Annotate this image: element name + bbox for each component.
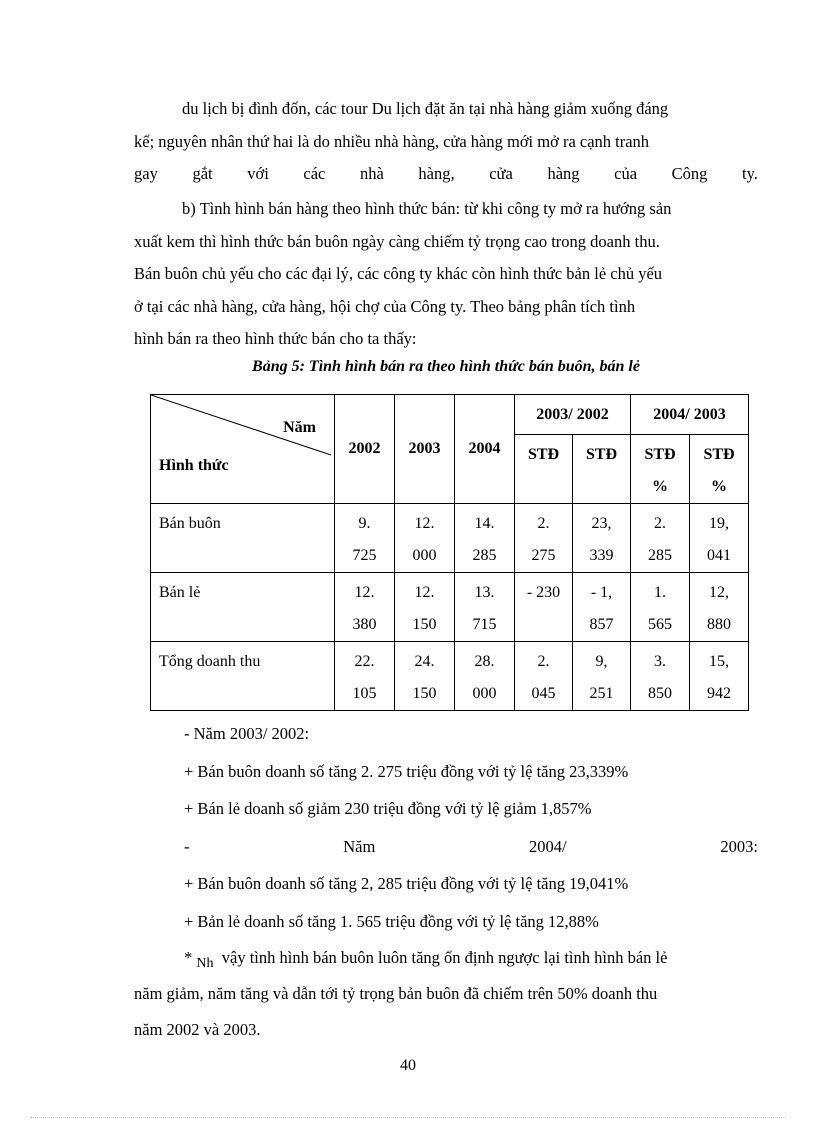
text-line: du lịch bị đình đốn, các tour Du lịch đặt ăn tại nhà hàng giảm xuống đáng xyxy=(182,99,669,118)
fragment-text: Nh xyxy=(196,956,214,971)
subheader-cell xyxy=(573,435,631,504)
corner-header-method: Hình thức xyxy=(159,457,229,474)
text-line: kể; nguyên nhân thứ hai là do nhiều nhà hàng, cửa hàng mới mở ra cạnh tranh xyxy=(134,131,650,151)
sales-table xyxy=(150,394,749,711)
analysis-line: + Bán buôn doanh số tăng 2. 275 triệu đồng với tỷ lệ tăng 23,339% xyxy=(184,761,629,781)
table-cell: 2. 285 xyxy=(631,504,690,573)
table-cell: 23, 339 xyxy=(573,504,631,573)
word: của xyxy=(614,164,638,183)
subheader-line: % xyxy=(652,478,668,495)
year-header-2004: 2004 xyxy=(455,395,515,504)
word: Công xyxy=(671,164,708,183)
group-header-2003-2002: 2003/ 2002 xyxy=(515,395,631,435)
year-header-2003: 2003 xyxy=(395,395,455,504)
analysis-line: + Bán buôn doanh số tăng 2, 285 triệu đồng với tỷ lệ tăng 19,041% xyxy=(184,874,629,893)
table-cell: 15, 942 xyxy=(690,642,749,711)
footer-divider xyxy=(30,1117,786,1118)
table-cell: 13. 715 xyxy=(455,573,515,642)
table-cell: 9. 725 xyxy=(335,504,395,573)
paragraph-sales-method xyxy=(134,193,758,356)
table-row xyxy=(151,642,749,711)
text-line: ở tại các nhà hàng, cửa hàng, hội chợ của Công ty. Theo bảng phân tích tình xyxy=(134,296,636,316)
word: hàng, xyxy=(418,164,455,183)
subheader-line: STĐ xyxy=(644,446,676,463)
table-cell: 2. 045 xyxy=(515,642,573,711)
table-cell: 12, 880 xyxy=(690,573,749,642)
table-cell: 12. 150 xyxy=(395,573,455,642)
word: 2004/ xyxy=(529,836,567,856)
table-cell: 9, 251 xyxy=(573,642,631,711)
word: Năm xyxy=(343,836,376,856)
table-row xyxy=(151,573,749,642)
diagonal-line xyxy=(151,395,334,502)
corner-header-year: Năm xyxy=(283,419,316,436)
word: cửa xyxy=(489,164,513,183)
table-cell: 12. 000 xyxy=(395,504,455,573)
table-cell: 12. 380 xyxy=(335,573,395,642)
text-line: hình bán ra theo hình thức bán cho ta thấy: xyxy=(134,329,417,348)
subheader-cell xyxy=(631,435,690,504)
analysis-line-justified xyxy=(134,828,758,866)
corner-header-cell xyxy=(151,395,335,504)
table-cell: 28. 000 xyxy=(455,642,515,711)
subheader-line: STĐ xyxy=(703,446,735,463)
row-label: Bán lẻ xyxy=(151,573,335,642)
table-cell: 2. 275 xyxy=(515,504,573,573)
conclusion-line: năm 2002 và 2003. xyxy=(134,1020,261,1039)
analysis-line: + Bản lẻ doanh số tăng 1. 565 triệu đồng với tỷ lệ tăng 12,88% xyxy=(184,911,599,931)
subheader-cell xyxy=(690,435,749,504)
word: ty. xyxy=(742,164,758,183)
table-cell: 14. 285 xyxy=(455,504,515,573)
word: hàng xyxy=(547,164,580,183)
text-line: Bán buôn chủ yếu cho các đại lý, các công ty khác còn hình thức bản lẻ chủ yếu xyxy=(134,264,663,283)
subheader-line: STĐ xyxy=(585,446,618,463)
subheader-line: STĐ xyxy=(527,446,560,463)
word: với xyxy=(247,164,269,183)
paragraph-intro xyxy=(134,93,758,191)
diagonal-header xyxy=(151,395,334,502)
text-line: xuất kem thì hình thức bán buôn ngày càng chiếm tỷ trọng cao trong doanh thu. xyxy=(134,231,660,251)
row-label: Bán buôn xyxy=(151,504,335,573)
table-cell: 3. 850 xyxy=(631,642,690,711)
analysis-line: - Năm 2003/ 2002: xyxy=(184,724,310,743)
subheader-line: % xyxy=(711,478,727,495)
subheader-cell xyxy=(515,435,573,504)
table-header-row xyxy=(151,395,749,435)
asterisk: * xyxy=(184,948,193,967)
group-header-2004-2003: 2004/ 2003 xyxy=(631,395,749,435)
word: 2003: xyxy=(720,836,758,856)
table-cell: 19, 041 xyxy=(690,504,749,573)
table-cell: - 230 xyxy=(515,573,573,642)
analysis-block xyxy=(134,715,758,940)
table-cell: 24. 150 xyxy=(395,642,455,711)
word: nhà xyxy=(359,164,384,183)
table-row xyxy=(151,504,749,573)
conclusion-line: năm giảm, năm tăng và dẫn tới tỷ trọng bản buôn đã chiếm trên 50% doanh thu xyxy=(134,984,658,1003)
text-line-justified xyxy=(134,158,758,191)
table-cell: 22. 105 xyxy=(335,642,395,711)
word: gắt xyxy=(192,164,213,183)
analysis-line: + Bán lẻ doanh số giảm 230 triệu đồng với tỷ lệ giảm 1,857% xyxy=(184,799,592,818)
table-cell: - 1, 857 xyxy=(573,573,631,642)
word: - xyxy=(184,836,190,856)
row-label: Tổng doanh thu xyxy=(151,642,335,711)
table-cell: 1. 565 xyxy=(631,573,690,642)
text-line: b) Tình hình bán hàng theo hình thức bán: từ khi công ty mở ra hướng sản xyxy=(182,199,672,218)
conclusion-line xyxy=(134,940,758,976)
conclusion-text: vậy tình hình bán buôn luôn tăng ổn định ngược lại tình hình bán lẻ xyxy=(221,948,668,967)
conclusion-paragraph xyxy=(134,940,758,1048)
page-number: 40 xyxy=(400,1057,416,1074)
table-caption: Bảng 5: Tình hình bán ra theo hình thức bán buôn, bán lẻ xyxy=(252,358,640,375)
word: gay xyxy=(134,164,158,183)
word: các xyxy=(303,164,326,183)
year-header-2002: 2002 xyxy=(335,395,395,504)
